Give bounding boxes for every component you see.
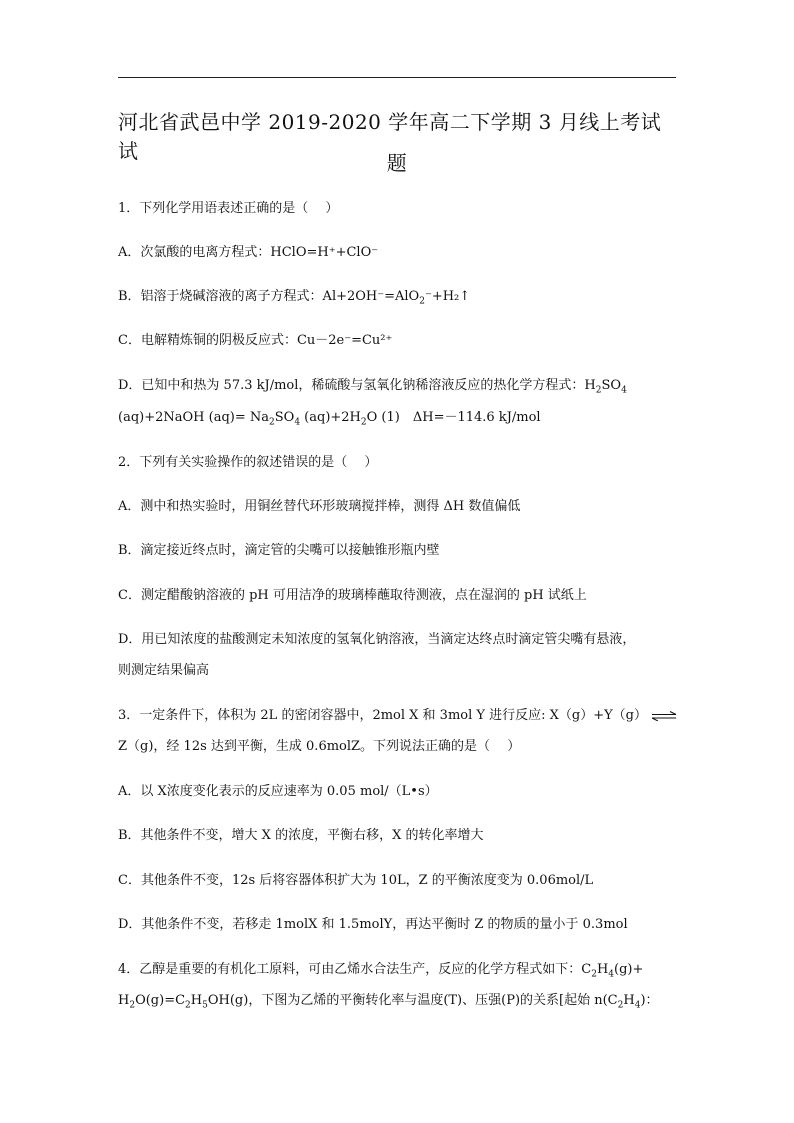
q1-option-b: B．铝溶于烧碱溶液的离子方程式：Al+2OH⁻=AlO$_2$⁻+H₂↑	[118, 289, 471, 307]
header-rule	[118, 77, 676, 78]
q3-stem-line2: Z（g)，经 12s 达到平衡，生成 0.6molZ。下列说法正确的是（ ）	[118, 739, 521, 754]
q1-stem: 1．下列化学用语表述正确的是（ ）	[118, 201, 339, 216]
q3-option-b: B．其他条件不变，增大 X 的浓度，平衡右移，X 的转化率增大	[118, 828, 484, 843]
q2-option-d-line2: 则测定结果偏高	[118, 663, 210, 678]
q1-option-d-line1: D．已知中和热为 57.3 kJ/mol，稀硫酸与氢氧化钠稀溶液反应的热化学方程式：$H_2SO_4$	[118, 378, 627, 396]
q3-option-d: D．其他条件不变，若移走 1molX 和 1.5molY，再达平衡时 Z 的物质的量小于 0.3mol	[118, 917, 628, 932]
equilibrium-arrow-icon	[651, 711, 677, 721]
q3-option-a: A．以 X浓度变化表示的反应速率为 0.05 mol/（L•s）	[118, 784, 438, 799]
q4-stem-line1: 4．乙醇是重要的有机化工原料，可由乙烯水合法生产，反应的化学方程式如下：$C_2H_4(g)+$	[118, 962, 644, 980]
q2-stem: 2．下列有关实验操作的叙述错误的是（ ）	[118, 455, 378, 470]
q3-stem-line1: 3．一定条件下，体积为 2L 的密闭容器中，2mol X 和 3mol Y 进行反应: X（g）+Y（g）	[118, 707, 678, 725]
page-title-line2: 题	[386, 151, 408, 175]
q1-option-d-line2: (aq)+2NaOH $(aq)= Na_2SO_4$ $(aq)+2H_2O$ (1) ΔH=－114.6 kJ/mol	[118, 410, 541, 428]
page-title-line1: 河北省武邑中学 2019-2020 学年高二下学期 3 月线上考试试	[118, 110, 662, 163]
q2-option-b: B．滴定接近终点时，滴定管的尖嘴可以接触锥形瓶内壁	[118, 543, 440, 558]
q4-stem-line2: $H_2O(g)=C_2H_5OH(g)$，下图为乙烯的平衡转化率与温度(T)、压强(P)的关系[起始 $n(C_2H_4)$：	[118, 993, 659, 1011]
q2-option-a: A．测中和热实验时，用铜丝替代环形玻璃搅拌棒，测得 ΔH 数值偏低	[118, 499, 521, 514]
q3-option-c: C．其他条件不变，12s 后将容器体积扩大为 10L，Z 的平衡浓度变为 0.06mol/L	[118, 873, 594, 888]
q2-option-c: C．测定醋酸钠溶液的 pH 可用洁净的玻璃棒蘸取待测液，点在湿润的 pH 试纸上	[118, 588, 587, 603]
q1-option-a: A．次氯酸的电离方程式：HClO=H⁺+ClO⁻	[118, 245, 379, 260]
q1-option-c: C．电解精炼铜的阴极反应式：Cu－2e⁻=Cu²⁺	[118, 333, 393, 348]
q2-option-d-line1: D．用已知浓度的盐酸测定未知浓度的氢氧化钠溶液，当滴定达终点时滴定管尖嘴有悬液，	[118, 632, 636, 647]
